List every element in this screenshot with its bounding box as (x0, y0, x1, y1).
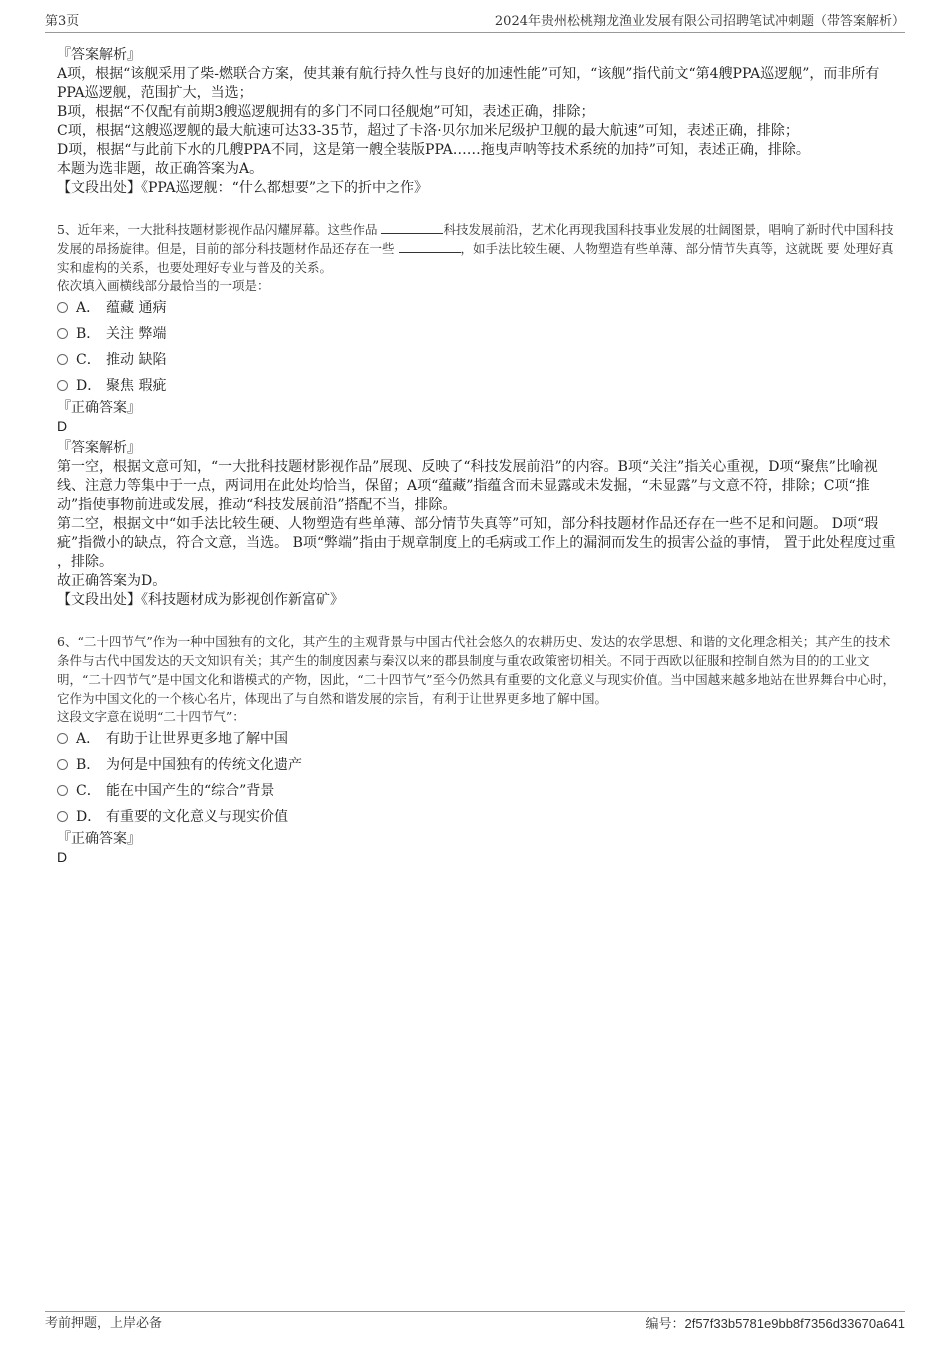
option-d[interactable]: D． 聚焦 瑕疵 (57, 373, 897, 399)
footer-slogan: 考前押题，上岸必备 (45, 1316, 163, 1331)
radio-icon[interactable] (57, 354, 68, 365)
fill-blank (381, 221, 443, 234)
question-prompt: 依次填入画横线部分最恰当的一项是： (57, 278, 270, 293)
options-list (57, 295, 897, 399)
explanation-paragraph: 第二空，根据文中“如手法比较生硬、人物塑造有些单薄、部分情节失真等”可知，部分科技题材作品还存在一些不足和问题。 D项“瑕疵”指微小的缺点，符合文意，当选。 B项“弊端”指由于规章制度上的毛病或工作上的漏洞而发生的损害公益的事情， 置于此处程度过重 ，排除。 (57, 516, 896, 570)
document-title: 2024年贵州松桃翔龙渔业发展有限公司招聘笔试冲刺题（带答案解析） (494, 14, 905, 29)
option-a[interactable]: A． 蕴藏 通病 (57, 295, 897, 321)
question-5 (57, 220, 897, 610)
option-c[interactable]: C． 能在中国产生的“综合”背景 (57, 778, 897, 804)
explanation-label: 『答案解析』 (57, 440, 141, 456)
page-header (45, 12, 905, 33)
question-4-tail (57, 45, 897, 198)
radio-icon[interactable] (57, 328, 68, 339)
question-6 (57, 632, 897, 866)
question-stem: 6、“二十四节气”作为一种中国独有的文化，其产生的主观背景与中国古代社会悠久的农耕历史、发达的农学思想、和谐的文化理念相关；其产生的技术条件与古代中国发达的天文知识有关；其产生的制度因素与秦汉以来的郡县制度与重农政策密切相关。不同于西欧以征服和控制自然为目的的工业文明，“二十四节气”是中国文化和谐模式的产物，因此，“二十四节气”至今仍然具有重要的文化意义与现实价值。当中国越来越多地站在世界舞台中心时，它作为中国文化的一个核心名片，体现出了与自然和谐发展的宗旨，有利于让世界更多地了解中国。 (57, 634, 896, 706)
conclusion-paragraph: 故正确答案为D。 (57, 573, 167, 589)
page-footer (45, 1311, 905, 1336)
question-stem: 5、近年来，一大批科技题材影视作品闪耀屏幕。这些作品 科技发展前沿，艺术化再现我国科技事业发展的壮阔图景，唱响了新时代中国科技发展的昂扬旋律。但是，目前的部分科技题材作品还存在一些 ，如手法比较生硬、人物塑造有些单薄、部分情节失真等，这就既 要 处理好真实和虚构的关系，也要处理好专业与普及的关系。 (57, 222, 894, 275)
explanation-paragraph: B项，根据“不仅配有前期3艘巡逻舰拥有的多门不同口径舰炮”可知，表述正确，排除； (57, 104, 595, 120)
explanation-paragraph: D项，根据“与此前下水的几艘PPA不同，这是第一艘全装版PPA……拖曳声呐等技术系统的加持”可知，表述正确，排除。 (57, 142, 810, 158)
conclusion-paragraph: 本题为选非题，故正确答案为A。 (57, 161, 264, 177)
explanation-paragraph: 第一空，根据文意可知，“一大批科技题材影视作品”展现、反映了“科技发展前沿”的内容。B项“关注”指关心重视，D项“聚焦”比喻视线、注意力等集中于一点，两词用在此处均恰当，保留；A项“蕴藏”指蕴含而未显露或未发掘，“未显露”与文意不符，排除；C项“推动”指使事物前进或发展，推动“科技发展前沿”搭配不当，排除。 (57, 459, 878, 513)
option-c[interactable]: C． 推动 缺陷 (57, 347, 897, 373)
source-citation: 【文段出处】《科技题材成为影视创作新富矿》 (57, 592, 344, 608)
radio-icon[interactable] (57, 785, 68, 796)
radio-icon[interactable] (57, 380, 68, 391)
explanation-paragraph: A项，根据“该舰采用了柴-燃联合方案，使其兼有航行持久性与良好的加速性能”可知，“该舰”指代前文“第4艘PPA巡逻舰”，而非所有PPA巡逻舰，范围扩大，当选； (57, 66, 880, 101)
option-b[interactable]: B． 为何是中国独有的传统文化遗产 (57, 752, 897, 778)
radio-icon[interactable] (57, 811, 68, 822)
option-a[interactable]: A． 有助于让世界更多地了解中国 (57, 726, 897, 752)
option-d[interactable]: D． 有重要的文化意义与现实价值 (57, 804, 897, 830)
serial-number: 编号：2f57f33b5781e9bb8f7356d33670a641 (645, 1316, 905, 1332)
options-list (57, 726, 897, 830)
explanation-paragraph: C项，根据“这艘巡逻舰的最大航速可达33-35节，超过了卡洛·贝尔加米尼级护卫舰的最大航速”可知，表述正确，排除； (57, 123, 799, 139)
document-body (57, 45, 897, 866)
radio-icon[interactable] (57, 733, 68, 744)
page-number: 第3页 (45, 14, 80, 29)
explanation-label: 『答案解析』 (57, 47, 141, 63)
correct-answer: D (57, 849, 68, 865)
radio-icon[interactable] (57, 302, 68, 313)
radio-icon[interactable] (57, 759, 68, 770)
correct-answer: D (57, 418, 68, 434)
fill-blank (399, 240, 461, 253)
option-b[interactable]: B． 关注 弊端 (57, 321, 897, 347)
correct-answer-label: 『正确答案』 (57, 400, 141, 416)
correct-answer-label: 『正确答案』 (57, 831, 141, 847)
question-prompt: 这段文字意在说明“二十四节气”： (57, 709, 245, 724)
source-citation: 【文段出处】《PPA巡逻舰：“什么都想要”之下的折中之作》 (57, 180, 428, 196)
